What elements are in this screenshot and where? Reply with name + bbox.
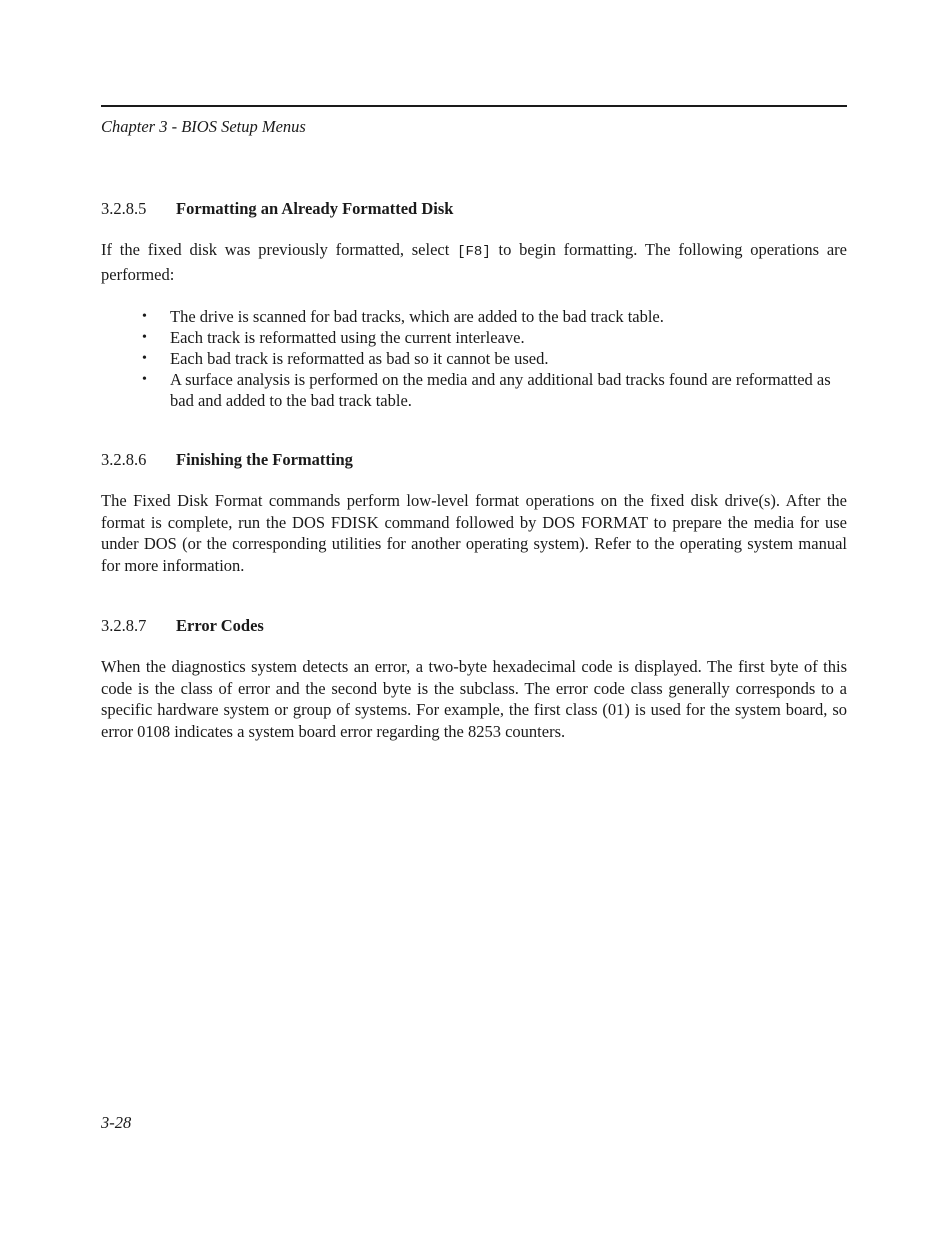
- section-title: Error Codes: [176, 616, 264, 635]
- list-item: • Each bad track is reformatted as bad so it cannot be used.: [142, 349, 549, 368]
- section-formatting-already-formatted: [101, 198, 847, 411]
- section-heading: [101, 449, 847, 471]
- bullet-icon: •: [142, 372, 147, 387]
- section-heading: [101, 615, 847, 637]
- section-number: 3.2.8.7: [101, 616, 147, 635]
- bullet-icon: •: [142, 351, 147, 366]
- intro-text-after-key: to begin formatting. The following operations are performed:: [101, 240, 847, 284]
- page-number: 3-28: [101, 1113, 132, 1132]
- section-error-codes: [101, 615, 847, 742]
- intro-text-before-key: If the fixed disk was previously formatted, select: [101, 240, 458, 259]
- list-item: • The drive is scanned for bad tracks, which are added to the bad track table.: [142, 307, 664, 326]
- section-title: Formatting an Already Formatted Disk: [176, 199, 454, 218]
- section-title: Finishing the Formatting: [176, 450, 353, 469]
- list-item: • A surface analysis is performed on the media and any additional bad tracks found are reformatted as bad and added to the bad track table.: [142, 370, 831, 410]
- section-heading: [101, 198, 847, 220]
- bullet-icon: •: [142, 309, 147, 324]
- f8-key-label: [F8]: [457, 244, 491, 260]
- section-number: 3.2.8.6: [101, 450, 147, 469]
- section-number: 3.2.8.5: [101, 199, 147, 218]
- document-page: [101, 0, 847, 1237]
- section-body-paragraph: The Fixed Disk Format commands perform low-level format operations on the fixed disk drive(s). After the format is complete, run the DOS FDISK command followed by DOS FORMAT to prepare the media for use under DOS (or the corresponding utilities for another operating system). Refer to the operating system manual for more information.: [101, 491, 847, 575]
- list-item: • Each track is reformatted using the current interleave.: [142, 328, 525, 347]
- running-head: Chapter 3 - BIOS Setup Menus: [101, 117, 306, 136]
- section-intro-paragraph: [101, 239, 847, 285]
- section-body-paragraph: When the diagnostics system detects an error, a two-byte hexadecimal code is displayed. The first byte of this code is the class of error and the second byte is the subclass. The error code class generally corresponds to a specific hardware system or group of systems. For example, the first class (01) is used for the system board, so error 0108 indicates a system board error regarding the 8253 counters.: [101, 657, 847, 741]
- bullet-icon: •: [142, 330, 147, 345]
- header-rule: [101, 105, 847, 107]
- section-finishing-formatting: [101, 449, 847, 576]
- operations-list: [101, 306, 847, 411]
